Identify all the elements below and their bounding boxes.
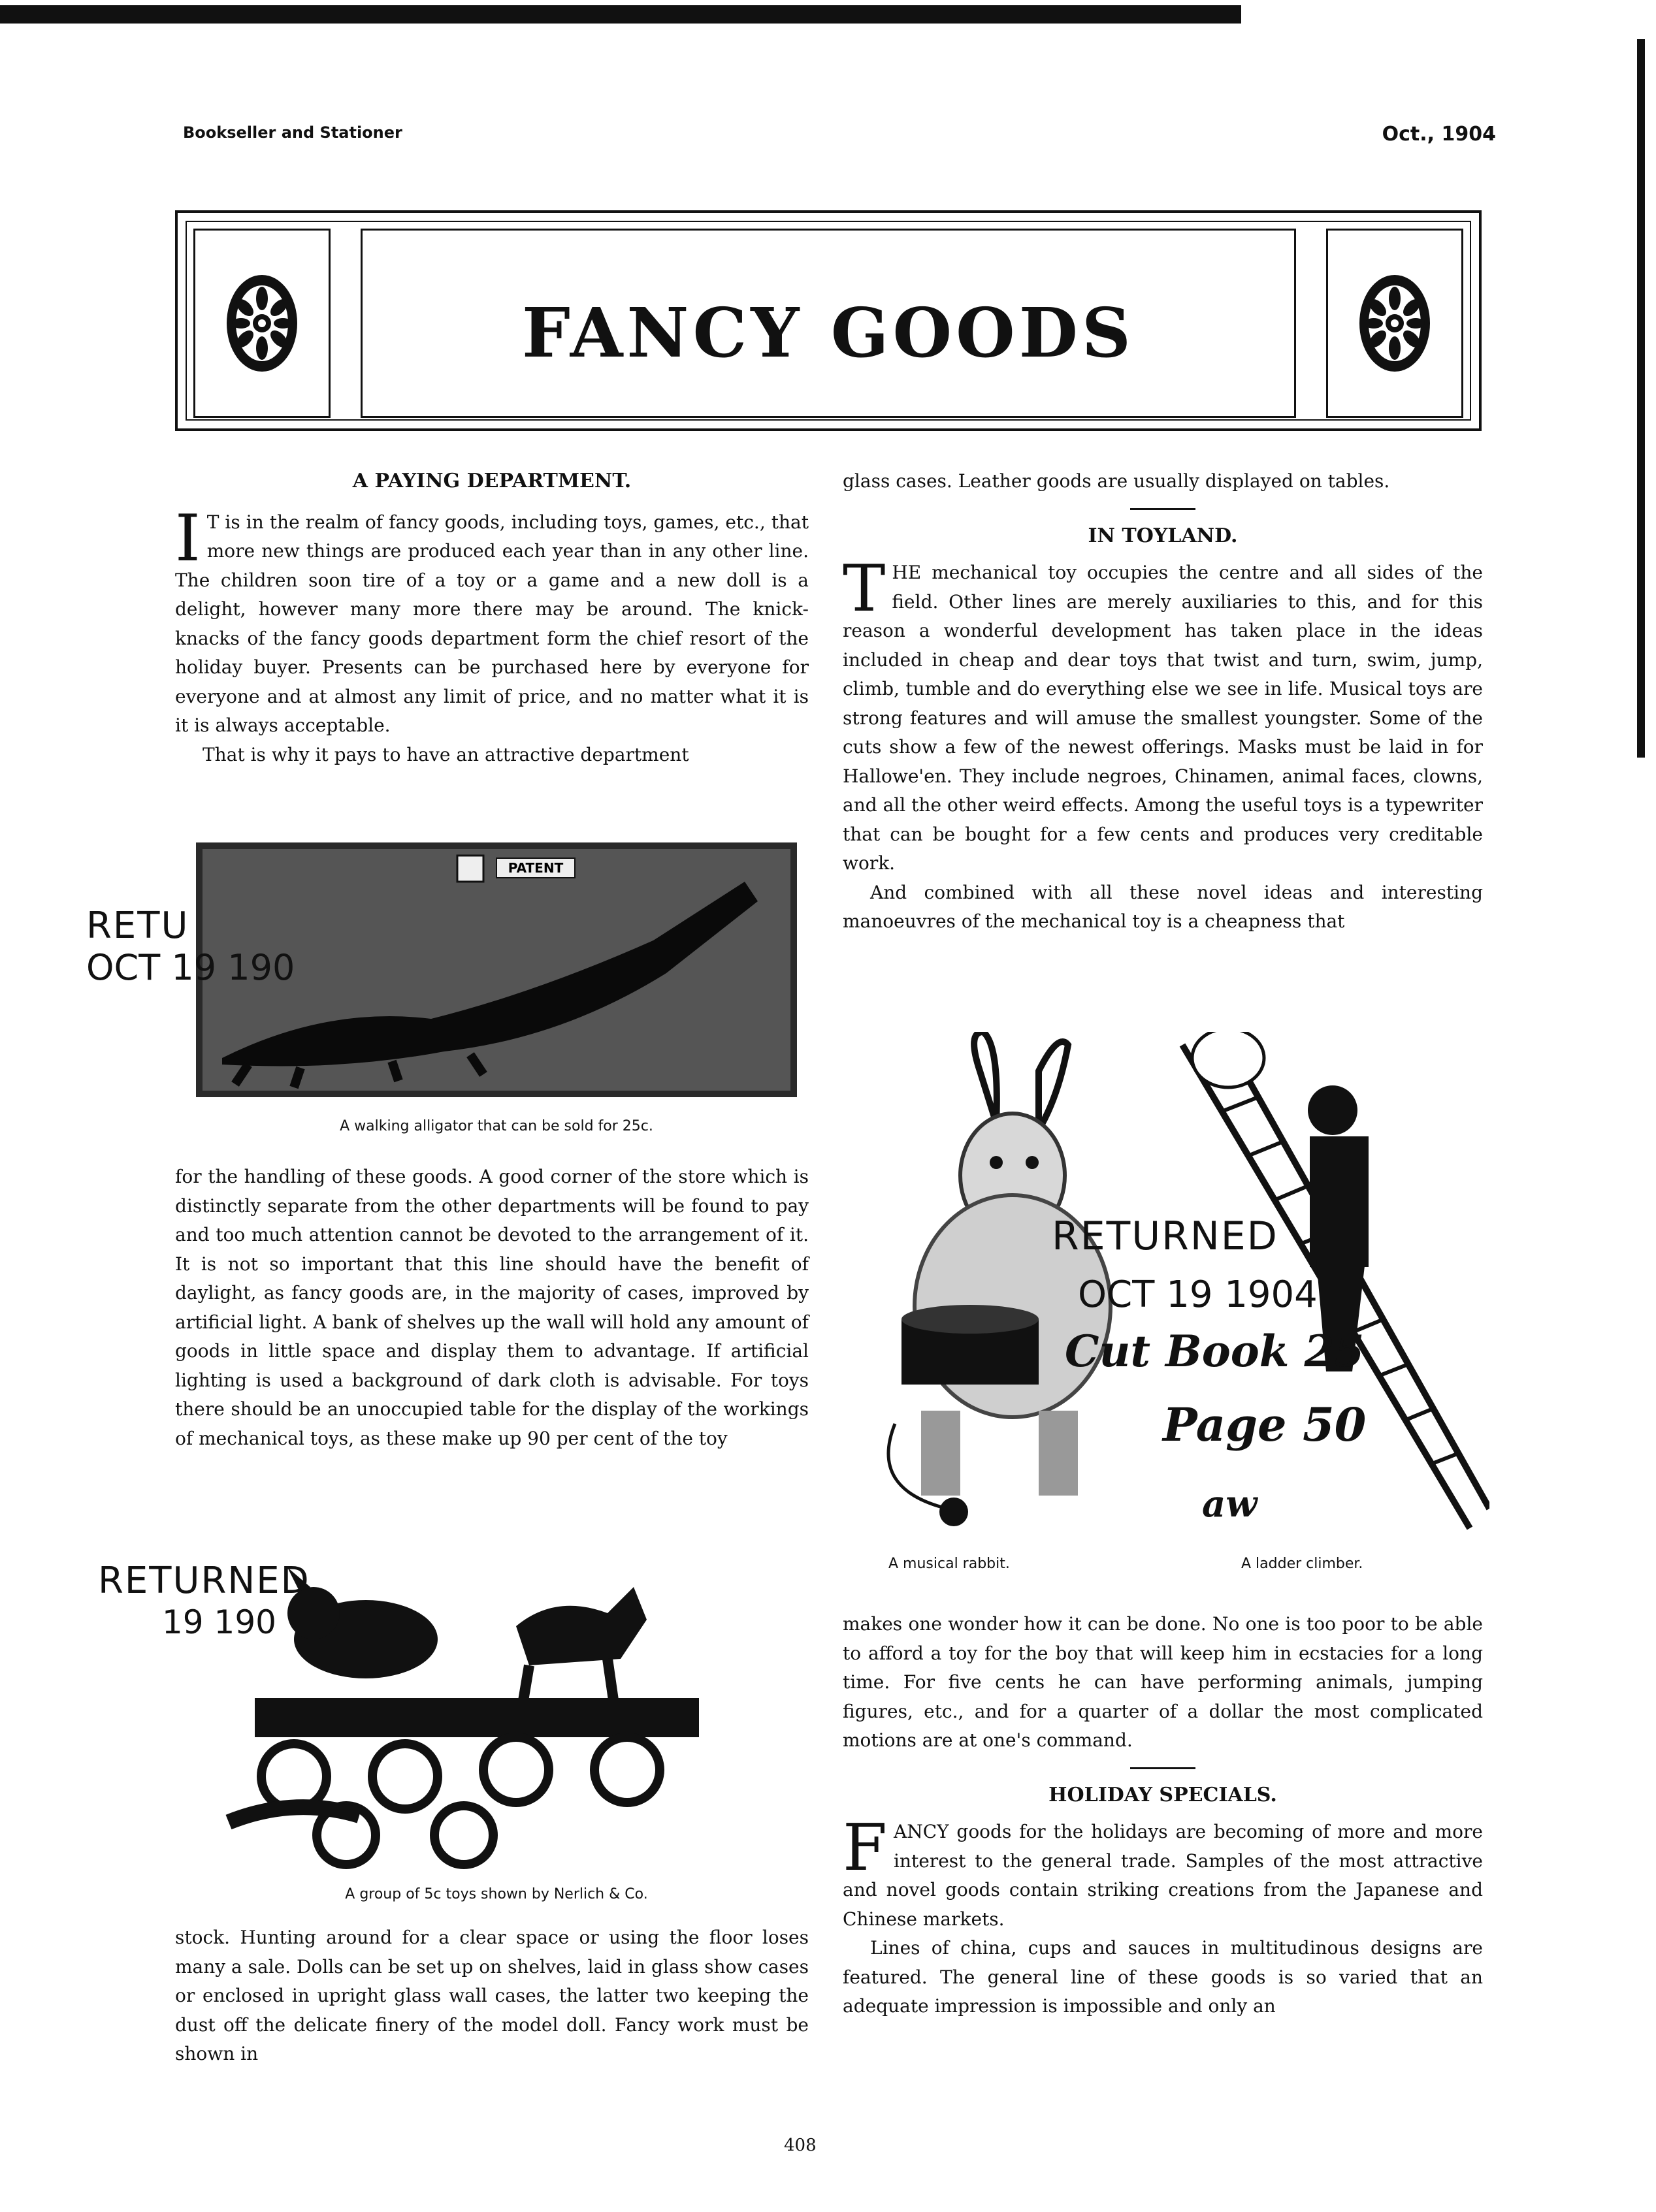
caption-musical-rabbit: A musical rabbit.: [888, 1556, 1010, 1572]
heading-holiday-specials: HOLIDAY SPECIALS.: [1048, 1783, 1277, 1806]
running-header-publication: Bookseller and Stationer: [183, 123, 402, 142]
paragraph-glass-cases: glass cases. Leather goods are usually displayed on tables.: [843, 470, 1390, 492]
returned-stamp-2-date: OCT 19 1904: [1078, 1274, 1318, 1316]
heading-paying-department: A PAYING DEPARTMENT.: [352, 470, 632, 492]
returned-stamp-1-date: OCT 19 190: [86, 947, 295, 988]
col2-toyland: [843, 467, 1483, 937]
top-border-bar: [0, 5, 1241, 24]
title-frame: [361, 229, 1296, 418]
rosette-right-icon: [1356, 271, 1434, 376]
returned-stamp-3-word: RETURNED: [98, 1560, 310, 1602]
paragraph-intro-text: T is in the realm of fancy goods, including toys, games, etc., that more new things are produced each year than in any other line. The children soon tire of a toy or a game and a new doll is a delight, however many more there may be around. The knick-knacks of the fancy goods department form the chief resort of the holiday buyer. Presents can be purchased here by everyone for everyone and at almost any limit of price, and no matter what it is it is always acceptable.: [175, 511, 809, 736]
paragraph-novel-ideas: And combined with all these novel ideas and interesting manoeuvres of the mechanical toy is a cheapness that: [843, 881, 1483, 932]
drop-cap-f: F: [843, 1811, 887, 1885]
col2-holiday: [843, 1610, 1483, 2021]
paragraph-wonder: makes one wonder how it can be done. No one is too poor to be able to afford a toy for the boy that will keep him in ecstacies for a long time. For five cents he can have performing animals, jumping figures, etc., and for a quarter of a dollar the most complicated motions are at one's command.: [843, 1613, 1483, 1751]
rosette-right-frame: [1326, 229, 1463, 418]
running-header-date: Oct., 1904: [1382, 123, 1496, 146]
section-rule-2: [1130, 1767, 1195, 1769]
banner-inner-frame: [186, 221, 1471, 421]
returned-stamp-1-word: RETU: [86, 905, 189, 947]
rosette-left-frame: [193, 229, 331, 418]
returned-stamp-2-word: RETURNED: [1052, 1213, 1278, 1259]
paragraph-stock: stock. Hunting around for a clear space or using the floor loses many a sale. Dolls can be set up on shelves, laid in glass show cases or enclosed in upright glass wall cases, the latter two keeping the dust off the delicate finery of the model doll. Fancy work must be shown in: [175, 1927, 809, 2064]
rosette-left-icon: [223, 271, 301, 376]
page-title: FANCY GOODS: [521, 293, 1135, 373]
caption-ladder-climber: A ladder climber.: [1241, 1556, 1363, 1572]
col1-intro: [175, 467, 809, 769]
col1-handling: [175, 1162, 809, 1453]
handwritten-page: Page 50: [1163, 1398, 1367, 1452]
paragraph-china-lines: Lines of china, cups and sauces in multitudinous designs are featured. The general line of these goods is so varied that an adequate impression is impossible and only an: [843, 1937, 1483, 2017]
section-banner: [175, 210, 1482, 431]
returned-stamp-3-date: 19 190: [162, 1603, 276, 1641]
paragraph-intro: [175, 501, 809, 741]
section-rule-1: [1130, 508, 1195, 510]
paragraph-handling: for the handling of these goods. A good corner of the store which is distinctly separate from the other departments will be found to pay and too much attention cannot be devoted to the arrangement of it. It is not so important that this line should have the benefit of daylight, as fancy goods are, in the majority of cases, improved by artificial light. A bank of shelves up the wall will hold any amount of goods in little space and display them to advantage. If artificial lighting is used a background of dark cloth is advisable. For toys there should be an unoccupied table for the display of the workings of mechanical toys, as these make up 90 per cent of the toy: [175, 1166, 809, 1449]
page-number: 408: [784, 2136, 817, 2155]
caption-toy-group: A group of 5c toys shown by Nerlich & Co.: [345, 1886, 648, 1902]
paragraph-mechanical-toy-text: HE mechanical toy occupies the centre and all sides of the field. Other lines are merely auxiliaries to this, and for this reason a wonderful development has taken place in the ideas included in cheap and dear toys that twist and turn, swim, jump, climb, tumble and do everything else we see in life. Musical toys are strong features and will amuse the smallest youngster. Some of the cuts show a few of the newest offerings. Masks must be laid in for Hallowe'en. They include negroes, Chinamen, animal faces, clowns, and all the other weird effects. Among the useful toys is a typewriter that can be bought for a few cents and produces very creditable work.: [843, 562, 1483, 874]
figure-toy-group: [216, 1567, 738, 1874]
drop-cap-i: I: [175, 501, 201, 576]
handwritten-cut-book: Cut Book 25: [1065, 1326, 1365, 1377]
drop-cap-t: T: [843, 552, 886, 626]
caption-alligator: A walking alligator that can be sold for 25c.: [340, 1118, 653, 1134]
toy-group-illustration: [216, 1567, 738, 1874]
patent-label: PATENT: [508, 860, 564, 876]
paragraph-mechanical-toy: [843, 552, 1483, 878]
right-edge-bar: [1637, 39, 1645, 758]
col1-stock: [175, 1923, 809, 2069]
handwritten-initials: aw: [1202, 1483, 1258, 1526]
paragraph-why-pays: That is why it pays to have an attractive department: [203, 743, 689, 765]
paragraph-fancy-holidays-text: ANCY goods for the holidays are becoming of more and more interest to the general trade. Samples of the most attractive and novel goods contain striking creations from the Japanese and Chinese markets.: [843, 1821, 1483, 1930]
heading-in-toyland: IN TOYLAND.: [1088, 524, 1238, 547]
paragraph-fancy-holidays: [843, 1811, 1483, 1934]
